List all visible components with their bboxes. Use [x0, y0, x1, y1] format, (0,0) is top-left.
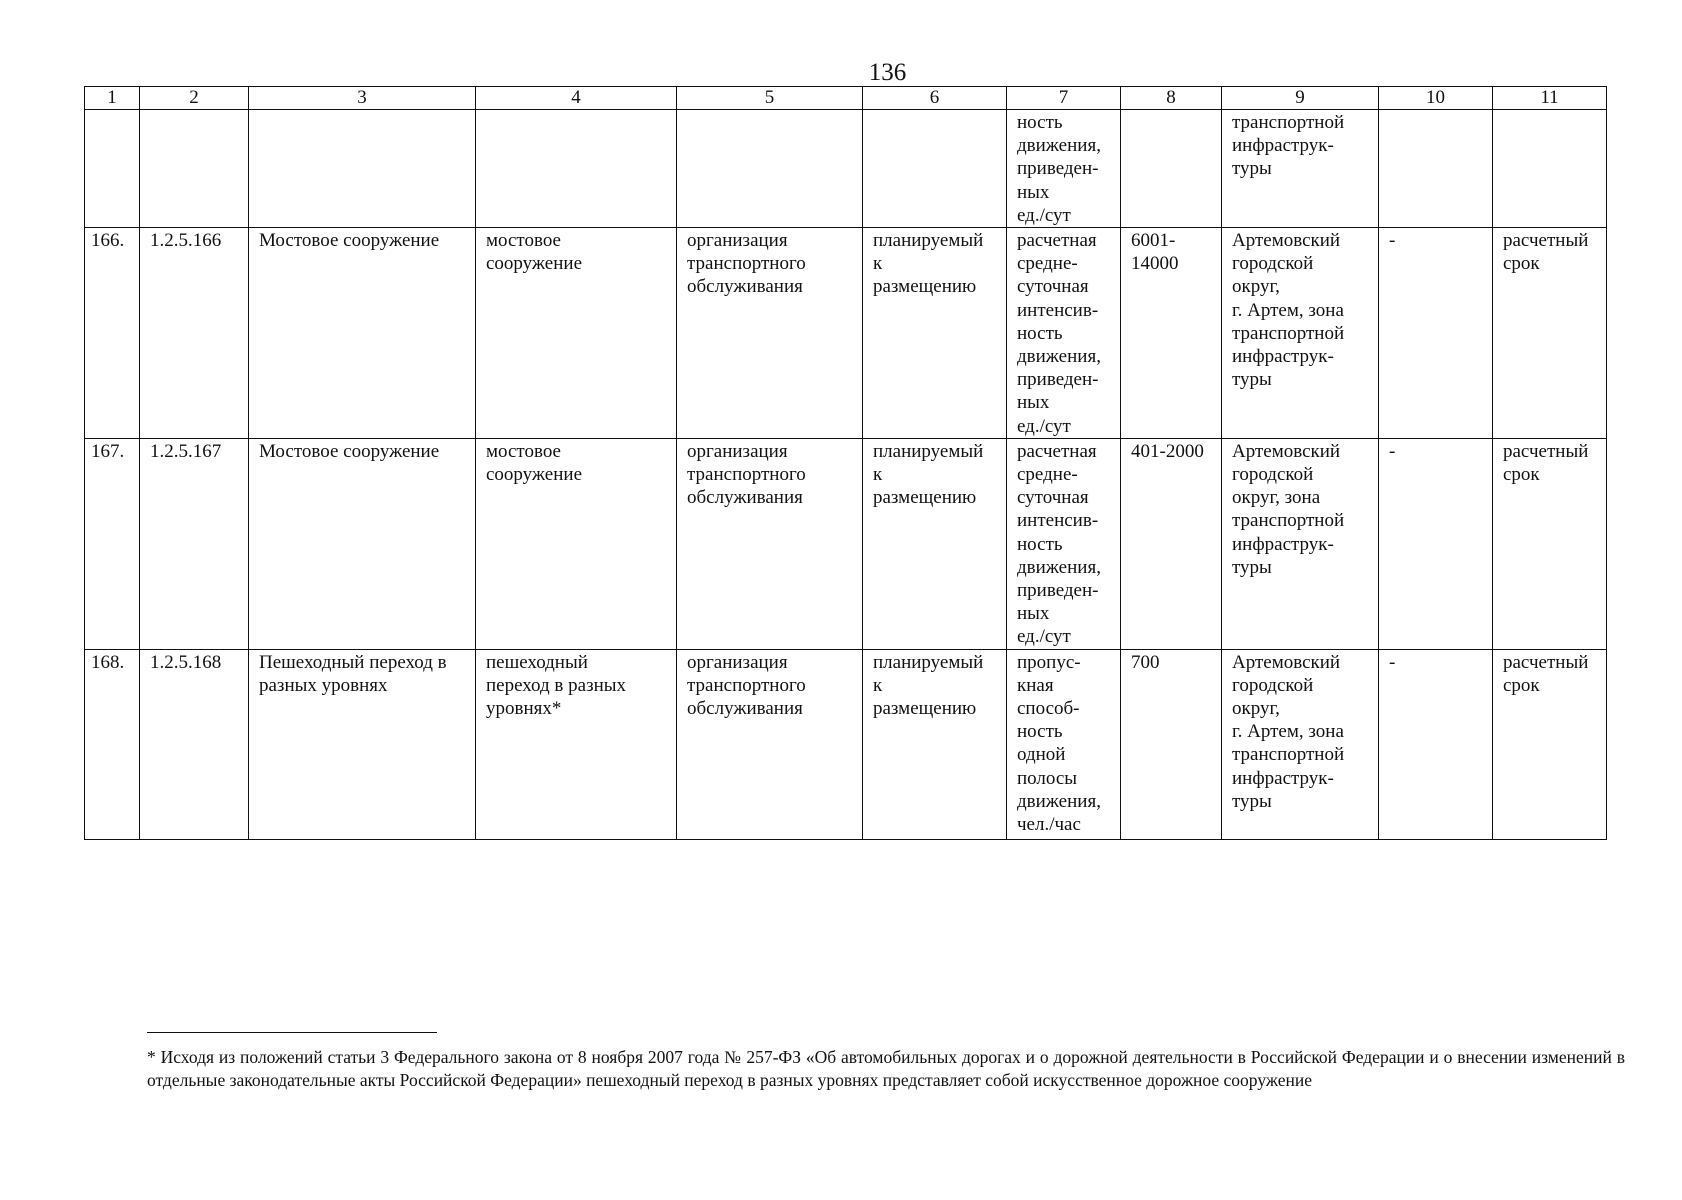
table-cell [1007, 438, 1121, 649]
cell-line: Мостовое сооружение [259, 230, 440, 252]
cell-line: приведен- [1017, 580, 1099, 602]
cell-line: транспортной [1232, 322, 1345, 344]
cell-line: ед./сут [1017, 626, 1071, 648]
cell-line: округ, [1232, 276, 1280, 298]
page-number: 136 [868, 59, 907, 86]
cell-line: ность [1017, 112, 1063, 133]
cell-line: движения, [1017, 790, 1101, 812]
cell-line: пропус- [1017, 651, 1081, 673]
table-cell [476, 438, 677, 649]
table-cell [1493, 228, 1607, 439]
cell-line: транспортного [687, 464, 806, 486]
table-cell [1493, 110, 1607, 228]
data-table [84, 86, 1607, 840]
cell-line: туры [1232, 158, 1272, 180]
cell-line: инфраструк- [1232, 533, 1334, 555]
table-cell [476, 228, 677, 439]
cell-line: движения, [1017, 556, 1101, 578]
table-cell: - [1379, 649, 1493, 839]
cell-line: пешеходный [486, 651, 588, 673]
cell-line: интенсив- [1017, 510, 1099, 532]
cell-line: расчетный [1503, 440, 1589, 462]
table-cell [1222, 649, 1379, 839]
cell-line: суточная [1017, 487, 1089, 509]
table-cell [863, 228, 1007, 439]
cell-line: мостовое [486, 440, 561, 462]
cell-line: чел./час [1017, 814, 1081, 836]
cell-line: планируемый [873, 230, 984, 252]
table-cell [85, 110, 140, 228]
table-cell: 168. [85, 649, 140, 839]
cell-line: к [873, 253, 883, 275]
cell-line: ных [1017, 392, 1050, 414]
cell-line: размещению [873, 698, 977, 720]
cell-line: городской [1232, 253, 1314, 275]
cell-line: ность [1017, 322, 1063, 344]
cell-line: городской [1232, 674, 1314, 696]
cell-line: переход в разных [486, 674, 627, 696]
cell-line: ных [1017, 181, 1050, 203]
column-header: 6 [863, 87, 1007, 110]
cell-line: средне- [1017, 253, 1078, 275]
cell-line: 14000 [1131, 253, 1179, 275]
table-cell [677, 228, 863, 439]
cell-line: Мостовое сооружение [259, 440, 440, 462]
cell-line: движения, [1017, 346, 1101, 368]
cell-line: 700 [1131, 651, 1160, 673]
cell-line: расчетная [1017, 230, 1097, 252]
table-cell [1121, 438, 1222, 649]
table-cell [677, 110, 863, 228]
table-cell [249, 228, 476, 439]
cell-line: организация [687, 440, 788, 462]
table-cell [1379, 110, 1493, 228]
table-cell: - [1379, 228, 1493, 439]
column-header: 8 [1121, 87, 1222, 110]
cell-line: Артемовский [1232, 651, 1341, 673]
cell-line: размещению [873, 276, 977, 298]
footnote: * Исходя из положений статьи 3 Федерального закона от 8 ноября 2007 года № 257-ФЗ «Об автомобильных дорогах и о дорожной деятельности в Российской Федерации и о внесении изменений в отдельные законодательные акты Российской Федерации» пешеходный переход в разных уровнях представляет собой искусственное дорожное сооружение [147, 1047, 1625, 1090]
table-cell [1007, 110, 1121, 228]
table-row [85, 228, 1607, 439]
column-header: 3 [249, 87, 476, 110]
cell-line: туры [1232, 556, 1272, 578]
cell-line: туры [1232, 790, 1272, 812]
column-header: 5 [677, 87, 863, 110]
table-cell: 166. [85, 228, 140, 439]
cell-line: расчетная [1017, 440, 1097, 462]
cell-line: срок [1503, 674, 1540, 696]
cell-line: кная [1017, 674, 1054, 696]
table-cell [677, 649, 863, 839]
cell-line: инфраструк- [1232, 346, 1334, 368]
cell-line: срок [1503, 464, 1540, 486]
column-header: 4 [476, 87, 677, 110]
table-cell [1222, 110, 1379, 228]
cell-line: обслуживания [687, 276, 803, 298]
table-cell [249, 110, 476, 228]
cell-line: 401-2000 [1131, 440, 1204, 462]
cell-line: ность [1017, 533, 1063, 555]
table-cell [1007, 228, 1121, 439]
table-cell [1222, 228, 1379, 439]
table-cell [1493, 649, 1607, 839]
cell-line: 6001- [1131, 230, 1176, 252]
cell-line: транспортного [687, 674, 806, 696]
cell-line: транспортной [1232, 510, 1345, 532]
column-header: 7 [1007, 87, 1121, 110]
table-cell [1222, 438, 1379, 649]
cell-line: способ- [1017, 698, 1080, 720]
cell-line: обслуживания [687, 698, 803, 720]
cell-line: полосы [1017, 767, 1078, 789]
cell-line: к [873, 674, 883, 696]
table-row [85, 438, 1607, 649]
table-cell [863, 110, 1007, 228]
cell-line: инфраструк- [1232, 135, 1334, 157]
table-cell [863, 438, 1007, 649]
cell-line: округ, зона [1232, 487, 1321, 509]
table-cell [140, 110, 249, 228]
cell-line: движения, [1017, 135, 1101, 157]
cell-line: туры [1232, 369, 1272, 391]
cell-line: расчетный [1503, 230, 1589, 252]
cell-line: обслуживания [687, 487, 803, 509]
footnote-divider [147, 1032, 437, 1033]
cell-line: Пешеходный переход в [259, 651, 447, 673]
column-header: 11 [1493, 87, 1607, 110]
table-cell [863, 649, 1007, 839]
header-row [85, 87, 1607, 110]
cell-line: приведен- [1017, 158, 1099, 180]
table-cell [1007, 649, 1121, 839]
continuation-row [85, 110, 1607, 228]
cell-line: Артемовский [1232, 440, 1341, 462]
table-cell: 1.2.5.166 [140, 228, 249, 439]
column-header: 2 [140, 87, 249, 110]
cell-line: планируемый [873, 440, 984, 462]
cell-line: инфраструк- [1232, 767, 1334, 789]
cell-line: размещению [873, 487, 977, 509]
cell-line: округ, [1232, 698, 1280, 720]
column-header: 1 [85, 87, 140, 110]
table-cell [1121, 110, 1222, 228]
cell-line: расчетный [1503, 651, 1589, 673]
cell-line: ность [1017, 721, 1063, 743]
cell-line: ед./сут [1017, 204, 1071, 226]
cell-line: средне- [1017, 464, 1078, 486]
cell-line: транспортного [687, 253, 806, 275]
cell-line: городской [1232, 464, 1314, 486]
table-cell: - [1379, 438, 1493, 649]
table-cell [476, 649, 677, 839]
cell-line: суточная [1017, 276, 1089, 298]
cell-line: приведен- [1017, 369, 1099, 391]
cell-line: ных [1017, 603, 1050, 625]
cell-line: сооружение [486, 253, 583, 275]
cell-line: г. Артем, зона [1232, 721, 1344, 743]
cell-line: уровнях* [486, 698, 562, 720]
table-cell [1121, 649, 1222, 839]
table-cell [1493, 438, 1607, 649]
cell-line: г. Артем, зона [1232, 299, 1344, 321]
table-cell: 1.2.5.168 [140, 649, 249, 839]
cell-line: организация [687, 230, 788, 252]
table-cell [1121, 228, 1222, 439]
table-row [85, 649, 1607, 839]
cell-line: мостовое [486, 230, 561, 252]
cell-line: к [873, 464, 883, 486]
cell-line: разных уровнях [259, 674, 388, 696]
table-cell [249, 438, 476, 649]
cell-line: Артемовский [1232, 230, 1341, 252]
cell-line: сооружение [486, 464, 583, 486]
cell-line: интенсив- [1017, 299, 1099, 321]
table-cell [677, 438, 863, 649]
table-cell: 167. [85, 438, 140, 649]
table-cell [476, 110, 677, 228]
table-cell [249, 649, 476, 839]
cell-line: ед./сут [1017, 415, 1071, 437]
cell-line: одной [1017, 744, 1066, 766]
cell-line: организация [687, 651, 788, 673]
table-cell: 1.2.5.167 [140, 438, 249, 649]
column-header: 10 [1379, 87, 1493, 110]
cell-line: транспортной [1232, 112, 1345, 133]
cell-line: срок [1503, 253, 1540, 275]
column-header: 9 [1222, 87, 1379, 110]
cell-line: планируемый [873, 651, 984, 673]
cell-line: транспортной [1232, 744, 1345, 766]
